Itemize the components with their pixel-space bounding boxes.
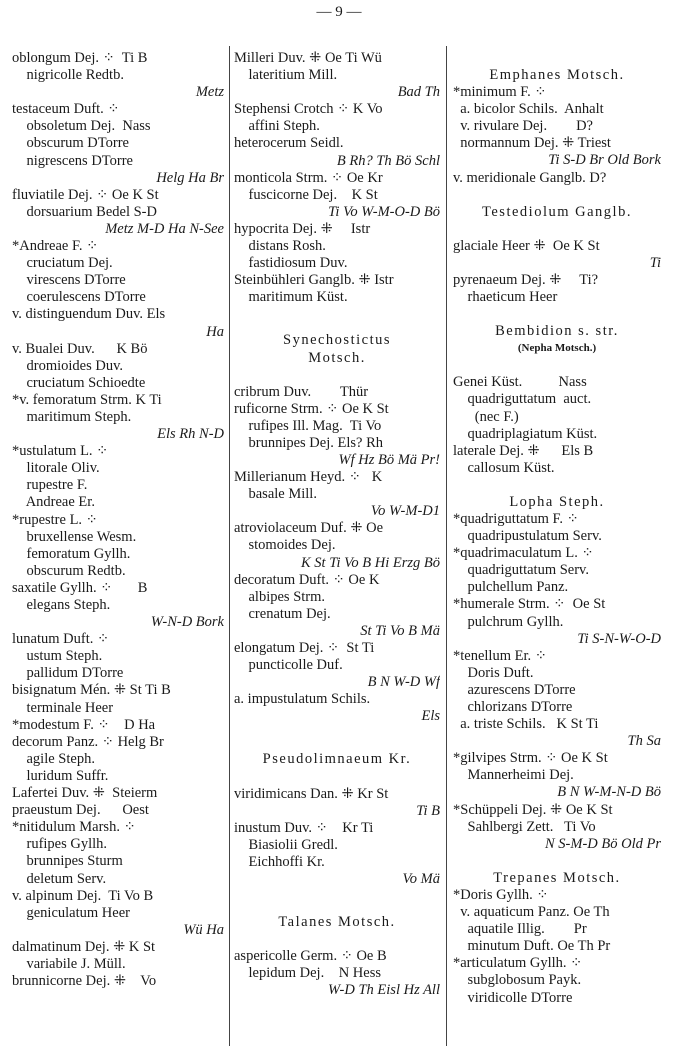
entry-line: cruciatum Schioedte <box>12 374 146 391</box>
entry-line: v. rivulare Dej. D? <box>453 118 593 135</box>
spacer <box>453 853 661 870</box>
distribution-line: Th Sa <box>627 733 661 750</box>
entry-line: *minimum F. ⁘ <box>453 84 547 101</box>
entry-line: rupestre F. <box>12 477 88 494</box>
distribution-line: Ti Vo W-M-O-D Bö <box>328 203 440 220</box>
entry-line: terminale Heer <box>12 699 114 716</box>
entry-line: variabile J. Müll. <box>12 955 126 972</box>
spacer <box>453 50 661 67</box>
entry-line: oblongum Dej. ⁘ Ti B <box>12 50 148 66</box>
spacer <box>453 306 661 323</box>
entry-line: aspericolle Germ. ⁘ Oe B <box>234 948 387 965</box>
column-divider <box>446 46 447 1046</box>
section-heading: Pseudolimnaeum Kr. <box>262 751 412 768</box>
entry-line: rhaeticum Heer <box>453 289 558 306</box>
entry-line: *v. femoratum Strm. K Ti <box>12 391 162 408</box>
entry-line: viridicolle DTorre <box>453 989 573 1006</box>
section-heading: Talanes Motsch. <box>278 914 396 931</box>
spacer <box>234 888 440 914</box>
distribution-line: Els <box>421 708 440 725</box>
entry-line: albipes Strm. <box>234 588 326 605</box>
entry-line: fluviatile Dej. ⁘ Oe K St <box>12 186 159 203</box>
entry-line: *Andreae F. ⁘ <box>12 238 99 255</box>
distribution-line: Metz M-D Ha N-See <box>105 220 224 237</box>
entry-line: callosum Küst. <box>453 459 555 476</box>
entry-line: *nitidulum Marsh. ⁘ <box>12 819 136 836</box>
distribution-line: B N W-D Wf <box>367 674 440 691</box>
entry-line: lateritium Mill. <box>234 67 338 84</box>
section-heading: Synechostictus <box>283 332 391 349</box>
entry-line: basale Mill. <box>234 486 317 503</box>
entry-line: *articulatum Gyllh. ⁘ <box>453 955 583 972</box>
entry-line: Millerianum Heyd. ⁘ K <box>234 469 383 486</box>
distribution-line: B N W-M-N-D Bö <box>557 784 661 801</box>
distribution-line: W-D Th Eisl Hz All <box>328 982 440 999</box>
entry-line: *rupestre L. ⁘ <box>12 511 98 528</box>
entry-line: quadriguttatum Serv. <box>453 562 589 579</box>
entry-line: Stephensi Crotch ⁘ K Vo <box>234 101 383 118</box>
entry-line: maritimum Steph. <box>12 408 132 425</box>
entry-line: brunnicorne Dej. ⁜ Vo <box>12 973 157 990</box>
entry-line: decorum Panz. ⁘ Helg Br <box>12 733 164 750</box>
entry-line: pyrenaeum Dej. ⁜ Ti? <box>453 271 599 288</box>
column-2 <box>234 50 440 1000</box>
section-heading: Trepanes Motsch. <box>493 869 621 886</box>
spacer <box>234 931 440 948</box>
entry-line: brunnipes Dej. Els? Rh <box>234 434 384 451</box>
entry-line: pulchellum Panz. <box>453 579 569 596</box>
entry-line: Sahlbergi Zett. Ti Vo <box>453 818 596 835</box>
entry-line: *gilvipes Strm. ⁘ Oe K St <box>453 750 608 767</box>
entry-line: testaceum Duft. ⁘ <box>12 101 120 118</box>
entry-line: *quadrimaculatum L. ⁘ <box>453 545 594 562</box>
spacer <box>453 357 661 374</box>
entry-line: elongatum Dej. ⁘ St Ti <box>234 640 375 656</box>
entry-line: stomoides Dej. <box>234 537 336 554</box>
entry-line: quadripustulatum Serv. <box>453 528 602 545</box>
entry-line: saxatile Gyllh. ⁘ B <box>12 579 148 596</box>
entry-line: obscurum Redtb. <box>12 562 126 579</box>
entry-line: dalmatinum Dej. ⁜ K St <box>12 938 156 955</box>
entry-line: inustum Duv. ⁘ Kr Ti <box>234 819 374 836</box>
entry-line: Mannerheimi Dej. <box>453 767 574 784</box>
entry-line: bruxellense Wesm. <box>12 528 137 545</box>
entry-line: Genei Küst. Nass <box>453 374 587 391</box>
distribution-line: Bad Th <box>397 84 440 101</box>
entry-line: lepidum Dej. N Hess <box>234 965 381 982</box>
distribution-line: Els Rh N-D <box>157 426 224 443</box>
entry-line: *modestum F. ⁘ D Ha <box>12 716 156 733</box>
entry-line: cribrum Duv. Thür <box>234 383 369 400</box>
entry-line: quadriguttatum auct. <box>453 391 592 408</box>
distribution-line: Vo W-M-D1 <box>370 503 440 520</box>
spacer <box>453 477 661 494</box>
entry-line: praeustum Dej. Oest <box>12 802 149 819</box>
entry-line: monticola Strm. ⁘ Oe Kr <box>234 169 383 186</box>
entry-line: pulchrum Gyllh. <box>453 613 564 630</box>
entry-line: v. distinguendum Duv. Els <box>12 306 166 323</box>
entry-line: a. triste Schils. K St Ti <box>453 716 599 733</box>
entry-line: chlorizans DTorre <box>453 699 573 715</box>
entry-line: femoratum Gyllh. <box>12 545 131 562</box>
distribution-line: Ti S-D Br Old Bork <box>548 152 661 169</box>
entry-line: coerulescens DTorre <box>12 289 146 306</box>
entry-line: *quadriguttatum F. ⁘ <box>453 510 579 527</box>
distribution-line: Ti B <box>416 802 440 819</box>
entry-line: glaciale Heer ⁜ Oe K St <box>453 237 600 254</box>
column-3 <box>453 50 661 1007</box>
entry-line: a. impustulatum Schils. <box>234 691 371 708</box>
entry-line: fuscicorne Dej. K St <box>234 186 378 203</box>
entry-line: pallidum DTorre <box>12 665 124 682</box>
distribution-line: N S-M-D Bö Old Pr <box>545 835 661 852</box>
entry-line: quadriplagiatum Küst. <box>453 425 598 442</box>
entry-line: (nec F.) <box>453 408 519 425</box>
entry-line: minutum Duft. Oe Th Pr <box>453 938 611 955</box>
page-number: — 9 — <box>316 4 362 20</box>
entry-line: *humerale Strm. ⁘ Oe St <box>453 596 606 613</box>
spacer <box>234 306 440 332</box>
section-subheading: (Nepha Motsch.) <box>517 342 597 355</box>
entry-line: v. aquaticum Panz. Oe Th <box>453 904 610 921</box>
entry-line: Doris Duft. <box>453 664 534 681</box>
entry-line: distans Rosh. <box>234 238 326 255</box>
entry-line: *tenellum Er. ⁘ <box>453 647 547 664</box>
entry-line: affini Steph. <box>234 118 320 135</box>
distribution-line: Ti S-N-W-O-D <box>577 630 661 647</box>
entry-line: normannum Dej. ⁜ Triest <box>453 135 611 152</box>
entry-line: lunatum Duft. ⁘ <box>12 631 110 648</box>
section-heading: Emphanes Motsch. <box>489 67 625 83</box>
distribution-line: W-N-D Bork <box>150 614 224 631</box>
entry-line: aquatile Illig. Pr <box>453 921 587 938</box>
distribution-line: B Rh? Th Bö Schl <box>336 152 440 169</box>
entry-line: hypocrita Dej. ⁜ Istr <box>234 220 371 237</box>
distribution-line: Ti <box>649 254 661 271</box>
entry-line: geniculatum Heer <box>12 904 130 921</box>
spacer <box>234 725 440 751</box>
entry-line: luridum Suffr. <box>12 767 109 784</box>
distribution-line: Helg Ha Br <box>156 169 224 186</box>
distribution-line: Wü Ha <box>183 921 224 938</box>
entry-line: Eichhoffi Kr. <box>234 853 325 870</box>
entry-line: ustum Steph. <box>12 648 103 665</box>
entry-line: virescens DTorre <box>12 272 126 289</box>
entry-line: azurescens DTorre <box>453 681 576 698</box>
entry-line: viridimicans Dan. ⁜ Kr St <box>234 785 389 802</box>
entry-line: crenatum Dej. <box>234 605 331 622</box>
entry-line: deletum Serv. <box>12 870 107 887</box>
entry-line: obscurum DTorre <box>12 135 129 152</box>
section-heading: Bembidion s. str. <box>495 323 619 340</box>
spacer <box>453 187 661 204</box>
entry-line: Milleri Duv. ⁜ Oe Ti Wü <box>234 50 382 66</box>
entry-line: v. meridionale Ganglb. D? <box>453 169 607 186</box>
entry-line: *Schüppeli Dej. ⁜ Oe K St <box>453 801 613 818</box>
section-heading-author: Motsch. <box>308 349 366 366</box>
entry-line: nigricolle Redtb. <box>12 67 124 84</box>
entry-line: Biasiolii Gredl. <box>234 836 338 853</box>
spacer <box>453 221 661 238</box>
column-divider <box>229 46 230 1046</box>
entry-line: *ustulatum L. ⁘ <box>12 443 109 460</box>
entry-line: obsoletum Dej. Nass <box>12 118 151 135</box>
entry-line: ruficorne Strm. ⁘ Oe K St <box>234 400 389 417</box>
entry-line: agile Steph. <box>12 750 95 767</box>
entry-line: rufipes Gyllh. <box>12 836 108 853</box>
entry-line: *Doris Gyllh. ⁘ <box>453 886 549 903</box>
entry-line: dromioides Duv. <box>12 357 124 374</box>
distribution-line: Ha <box>206 323 224 340</box>
entry-line: maritimum Küst. <box>234 289 348 306</box>
entry-line: Andreae Er. <box>12 494 95 511</box>
entry-line: subglobosum Payk. <box>453 972 582 989</box>
entry-line: decoratum Duft. ⁘ Oe K <box>234 571 380 588</box>
entry-line: a. bicolor Schils. Anhalt <box>453 101 604 118</box>
entry-line: dorsuarium Bedel S-D <box>12 203 157 220</box>
entry-line: rufipes Ill. Mag. Ti Vo <box>234 417 382 434</box>
section-heading: Lopha Steph. <box>509 493 605 510</box>
entry-line: cruciatum Dej. <box>12 255 113 272</box>
spacer <box>234 367 440 384</box>
spacer <box>234 769 440 786</box>
entry-line: bisignatum Mén. ⁜ St Ti B <box>12 682 171 699</box>
distribution-line: K St Ti Vo B Hi Erzg Bö <box>301 554 440 571</box>
entry-line: Steinbühleri Ganglb. ⁜ Istr <box>234 272 394 289</box>
entry-line: v. alpinum Dej. Ti Vo B <box>12 887 154 904</box>
entry-line: heterocerum Seidl. <box>234 135 344 152</box>
entry-line: v. Bualei Duv. K Bö <box>12 340 148 357</box>
section-heading: Testediolum Ganglb. <box>482 203 632 220</box>
entry-line: fastidiosum Duv. <box>234 255 348 272</box>
entry-line: nigrescens DTorre <box>12 152 133 169</box>
entry-line: Lafertei Duv. ⁜ Steierm <box>12 785 158 802</box>
entry-line: laterale Dej. ⁜ Els B <box>453 442 594 459</box>
entry-line: elegans Steph. <box>12 597 111 613</box>
entry-line: brunnipes Sturm <box>12 853 123 870</box>
entry-line: litorale Oliv. <box>12 460 100 477</box>
entry-line: atroviolaceum Duf. ⁜ Oe <box>234 520 384 537</box>
column-1 <box>12 50 224 990</box>
distribution-line: Vo Mä <box>402 871 440 888</box>
entry-line: puncticolle Duf. <box>234 657 343 674</box>
distribution-line: Wf Hz Bö Mä Pr! <box>338 451 440 468</box>
distribution-line: Metz <box>195 84 224 101</box>
distribution-line: St Ti Vo B Mä <box>360 622 440 639</box>
